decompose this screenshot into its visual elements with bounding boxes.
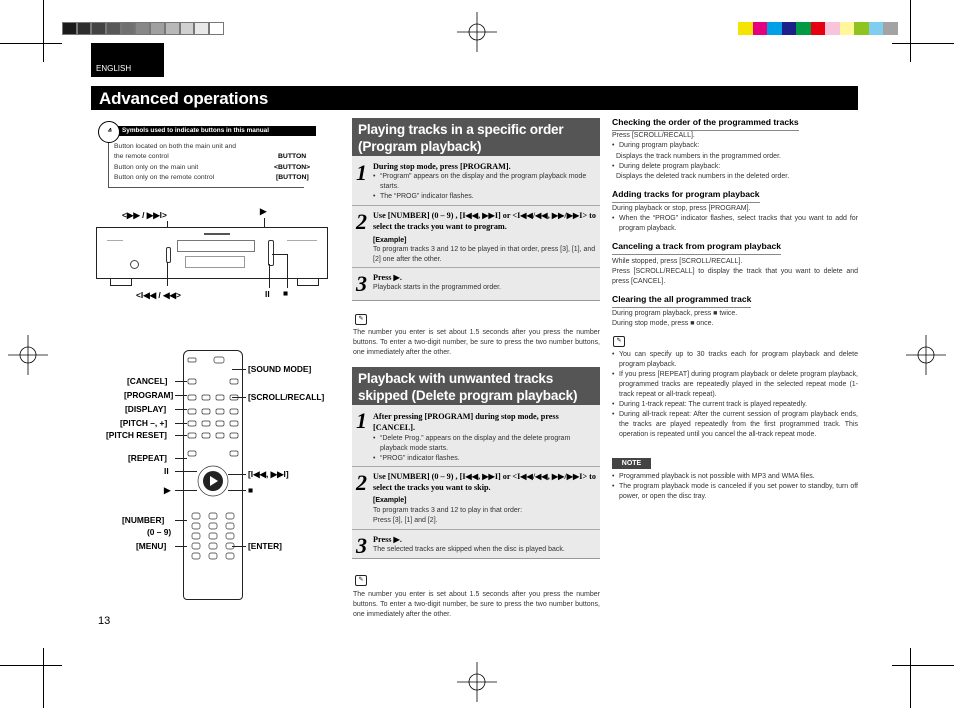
canceling-heading: Canceling a track from program playback (612, 241, 781, 255)
canceling-text: Press [SCROLL/RECALL] to display the track that you want to delete and press [CANCEL]. (612, 268, 858, 285)
crop-mark (892, 665, 954, 666)
canceling-text: While stopped, press [SCROLL/RECALL]. (612, 258, 743, 265)
label-pause-remote: II (164, 466, 169, 476)
cd-player-illustration (96, 227, 328, 279)
checking-text: Press [SCROLL/RECALL]. (612, 132, 695, 139)
leader-line (269, 264, 270, 288)
label-sound-mode: [SOUND MODE] (248, 364, 312, 374)
label-skip-back: <I◀◀ / ◀◀> (136, 290, 181, 300)
leader-line (175, 395, 187, 396)
step-divider (352, 267, 600, 268)
step-number: 2 (356, 470, 367, 495)
color-swatch (840, 22, 855, 35)
example-label: [Example] (373, 237, 407, 244)
list-item: • When the “PROG” indicator flashes, select tracks that you want to add for program playback. (612, 214, 858, 234)
legend-heading: Symbols used to indicate buttons in this manual (116, 126, 316, 136)
clearing-heading: Clearing the all programmed track (612, 294, 751, 308)
color-swatch (811, 22, 826, 35)
registration-mark (457, 662, 497, 702)
leader-line (175, 458, 187, 459)
crop-mark (43, 648, 44, 708)
checking-list (612, 162, 858, 172)
checking-sub: Displays the track numbers in the programmed order. (616, 153, 781, 160)
list-item: • If you press [REPEAT] during program playback or delete program playback, programmed tracks are repeatedly played in the selected repeat mode (1-track repeat or all-track repeat). (612, 370, 858, 400)
example-text: Press [3], [1] and [2]. (373, 517, 438, 524)
gray-swatch (62, 22, 77, 35)
registration-mark (457, 12, 497, 52)
note-items-list (612, 472, 858, 502)
program-steps-panel (352, 156, 600, 300)
step-bullets (373, 172, 599, 201)
step-number: 3 (356, 271, 367, 296)
leader-line (228, 490, 246, 491)
delete-heading-line1: Playback with unwanted tracks (358, 371, 554, 386)
step-number: 1 (356, 408, 367, 433)
gray-swatch (77, 22, 92, 35)
pencil-note-icon: ✎ (355, 575, 367, 586)
leader-line (175, 409, 187, 410)
step-number: 2 (356, 209, 367, 234)
registration-mark (8, 335, 48, 375)
leader-line (232, 397, 246, 398)
color-swatch (854, 22, 869, 35)
vent-lines (107, 240, 123, 241)
crop-mark (892, 43, 954, 44)
color-swatch (767, 22, 782, 35)
brand-logo (204, 233, 230, 235)
gray-swatch (91, 22, 106, 35)
language-tab: ENGLISH (91, 43, 164, 77)
leader-line (232, 369, 246, 370)
pencil-note-icon: ✎ (355, 314, 367, 325)
list-item: • You can specify up to 30 tracks each for program playback and delete program playback. (612, 350, 858, 370)
label-play-remote: ▶ (164, 485, 171, 495)
legend-value-both: BUTTON (278, 153, 307, 160)
color-swatch (869, 22, 884, 35)
label-pitch: [PITCH –, +] (120, 418, 168, 428)
label-skip-forward: <▶▶ / ▶▶I> (122, 210, 167, 220)
legend-row-both-a: Button located on both the main unit and (114, 143, 237, 150)
legend-value-remote: [BUTTON] (276, 174, 309, 181)
leader-line (272, 254, 287, 255)
label-scroll-recall: [SCROLL/RECALL] (248, 392, 325, 402)
gray-swatch (194, 22, 209, 35)
gray-swatch (135, 22, 150, 35)
step-number: 3 (356, 533, 367, 558)
example-text: To program tracks 3 and 12 to be played in that order, press [3], [1], and [2] one after the other. (373, 246, 596, 263)
color-swatch (796, 22, 811, 35)
color-swatch (753, 22, 768, 35)
player-foot (297, 279, 319, 286)
leader-line (167, 262, 168, 286)
delete-heading-line2: skipped (Delete program playback) (358, 388, 578, 404)
crop-mark (43, 0, 44, 62)
disc-tray (177, 240, 255, 252)
clearing-text: During program playback, press ■ twice. (612, 310, 738, 317)
label-stop-remote: ■ (248, 485, 254, 495)
checking-list (612, 141, 858, 151)
step-title: During stop mode, press [PROGRAM]. (373, 162, 511, 171)
checking-sub: Displays the deleted track numbers in the deleted order. (616, 173, 790, 180)
divider (352, 300, 600, 301)
remote-buttons-art (184, 351, 242, 599)
main-skip-buttons (166, 247, 171, 263)
remote-icon: ᐞ (98, 121, 120, 143)
example-label: [Example] (373, 497, 407, 504)
color-swatch (883, 22, 898, 35)
label-program: [PROGRAM] (124, 390, 174, 400)
label-number-range: (0 – 9) (147, 527, 172, 537)
legend-row-both-b: the remote control (114, 153, 169, 160)
leader-line (287, 254, 288, 288)
checking-heading: Checking the order of the programmed tracks (612, 117, 799, 131)
gray-swatch (165, 22, 180, 35)
delete-note: The number you enter is set about 1.5 seconds after you press the number buttons. To enter a two-digit number, be sure to press the two number buttons, one immediately after the other. (353, 591, 600, 618)
step-bullets (373, 434, 599, 463)
page-number: 13 (98, 615, 111, 627)
crop-mark (910, 648, 911, 708)
gray-color-bar (62, 22, 224, 35)
power-knob (130, 260, 139, 269)
list-item: • “Program” appears on the display and the program playback mode starts. (373, 172, 599, 192)
player-display (185, 256, 245, 268)
legend-value-main: <BUTTON> (274, 164, 311, 171)
gray-swatch (121, 22, 136, 35)
leader-line (175, 471, 197, 472)
leader-line (228, 474, 246, 475)
label-menu: [MENU] (136, 541, 167, 551)
program-heading-line2: (Program playback) (358, 139, 482, 155)
note-badge: NOTE (612, 458, 651, 469)
delete-program-heading (352, 367, 600, 405)
label-number: [NUMBER] (122, 515, 165, 525)
step-title: Use [NUMBER] (0 – 9) , [I◀◀, ▶▶I] or <I◀◀/◀◀, ▶▶/▶▶I> to select the tracks you want to program. (373, 211, 597, 232)
list-item: • Programmed playback is not possible with MP3 and WMA files. (612, 472, 858, 482)
list-item: • During delete program playback: (612, 162, 858, 172)
button-symbol-legend (96, 120, 316, 190)
label-play-main: ▶ (260, 206, 267, 216)
label-enter: [ENTER] (248, 541, 282, 551)
color-swatch (782, 22, 797, 35)
delete-steps-panel (352, 405, 600, 558)
gray-swatch (106, 22, 121, 35)
legend-row-main: Button only on the main unit (114, 164, 199, 171)
legend-row-remote: Button only on the remote control (114, 174, 215, 181)
list-item: • “Delete Prog.” appears on the display and the delete program playback mode starts. (373, 434, 599, 454)
list-item: • The “PROG” indicator flashes. (373, 192, 599, 202)
crop-mark (910, 0, 911, 62)
label-pause-main: II (265, 289, 270, 299)
list-item: • During all-track repeat: After the current session of program playback ends, the tracks are played repeatedly from the first programmed track. This operation is repeated until you cancel the all-track repeat mode. (612, 410, 858, 440)
page-title: Advanced operations (91, 86, 858, 110)
vent-lines (287, 240, 317, 241)
divider (352, 558, 600, 559)
list-item: • “PROG” indicator flashes. (373, 454, 599, 464)
gray-swatch (150, 22, 165, 35)
crop-mark (0, 665, 62, 666)
list-item: • During 1-track repeat: The current track is played repeatedly. (612, 400, 858, 410)
clearing-text: During stop mode, press ■ once. (612, 320, 714, 327)
list-item: • The program playback mode is canceled if you set power to standby, turn off power, or open the disc tray. (612, 482, 858, 502)
leader-line (175, 423, 187, 424)
notes-list (612, 350, 858, 439)
step-number: 1 (356, 160, 367, 185)
color-swatch (825, 22, 840, 35)
list-item: • During program playback: (612, 141, 858, 151)
leader-line (175, 546, 187, 547)
process-color-bar (738, 22, 898, 35)
step-title: Press ▶. (373, 535, 402, 544)
color-swatch (738, 22, 753, 35)
gray-swatch (180, 22, 195, 35)
label-display: [DISPLAY] (125, 404, 167, 414)
leader-line (175, 490, 197, 491)
crop-mark (0, 43, 62, 44)
example-text: To program tracks 3 and 12 to play in that order: (373, 507, 523, 514)
leader-line (175, 435, 187, 436)
label-repeat: [REPEAT] (128, 453, 167, 463)
main-transport-buttons (268, 240, 274, 266)
step-divider (352, 466, 600, 467)
pencil-note-icon: ✎ (613, 336, 625, 347)
step-divider (352, 529, 600, 530)
step-title: Use [NUMBER] (0 – 9) , [I◀◀, ▶▶I] or <I◀◀/◀◀, ▶▶/▶▶I> to select the tracks you want to skip. (373, 472, 597, 493)
leader-line (175, 381, 187, 382)
leader-line (232, 546, 246, 547)
program-heading-line1: Playing tracks in a specific order (358, 122, 564, 137)
program-playback-heading (352, 118, 600, 156)
step-title: Press ▶. (373, 273, 402, 282)
gray-swatch (209, 22, 224, 35)
remote-control-illustration (183, 350, 243, 600)
label-stop-main: ■ (283, 288, 289, 298)
adding-list (612, 214, 858, 234)
label-pitch-reset: [PITCH RESET] (106, 430, 167, 440)
adding-text: During playback or stop, press [PROGRAM]. (612, 205, 751, 212)
label-skip-remote: [I◀◀, ▶▶I] (248, 469, 289, 479)
step-text: The selected tracks are skipped when the disc is played back. (373, 546, 565, 553)
label-cancel: [CANCEL] (127, 376, 168, 386)
registration-mark (906, 335, 946, 375)
player-foot (110, 279, 132, 286)
step-text: Playback starts in the programmed order. (373, 284, 502, 291)
leader-line (175, 520, 187, 521)
program-note: The number you enter is set about 1.5 seconds after you press the number buttons. To enter a two-digit number, be sure to press the two number buttons, one immediately after the other. (353, 329, 600, 356)
step-divider (352, 205, 600, 206)
adding-heading: Adding tracks for program playback (612, 189, 760, 203)
step-title: After pressing [PROGRAM] during stop mode, press [CANCEL]. (373, 412, 559, 433)
